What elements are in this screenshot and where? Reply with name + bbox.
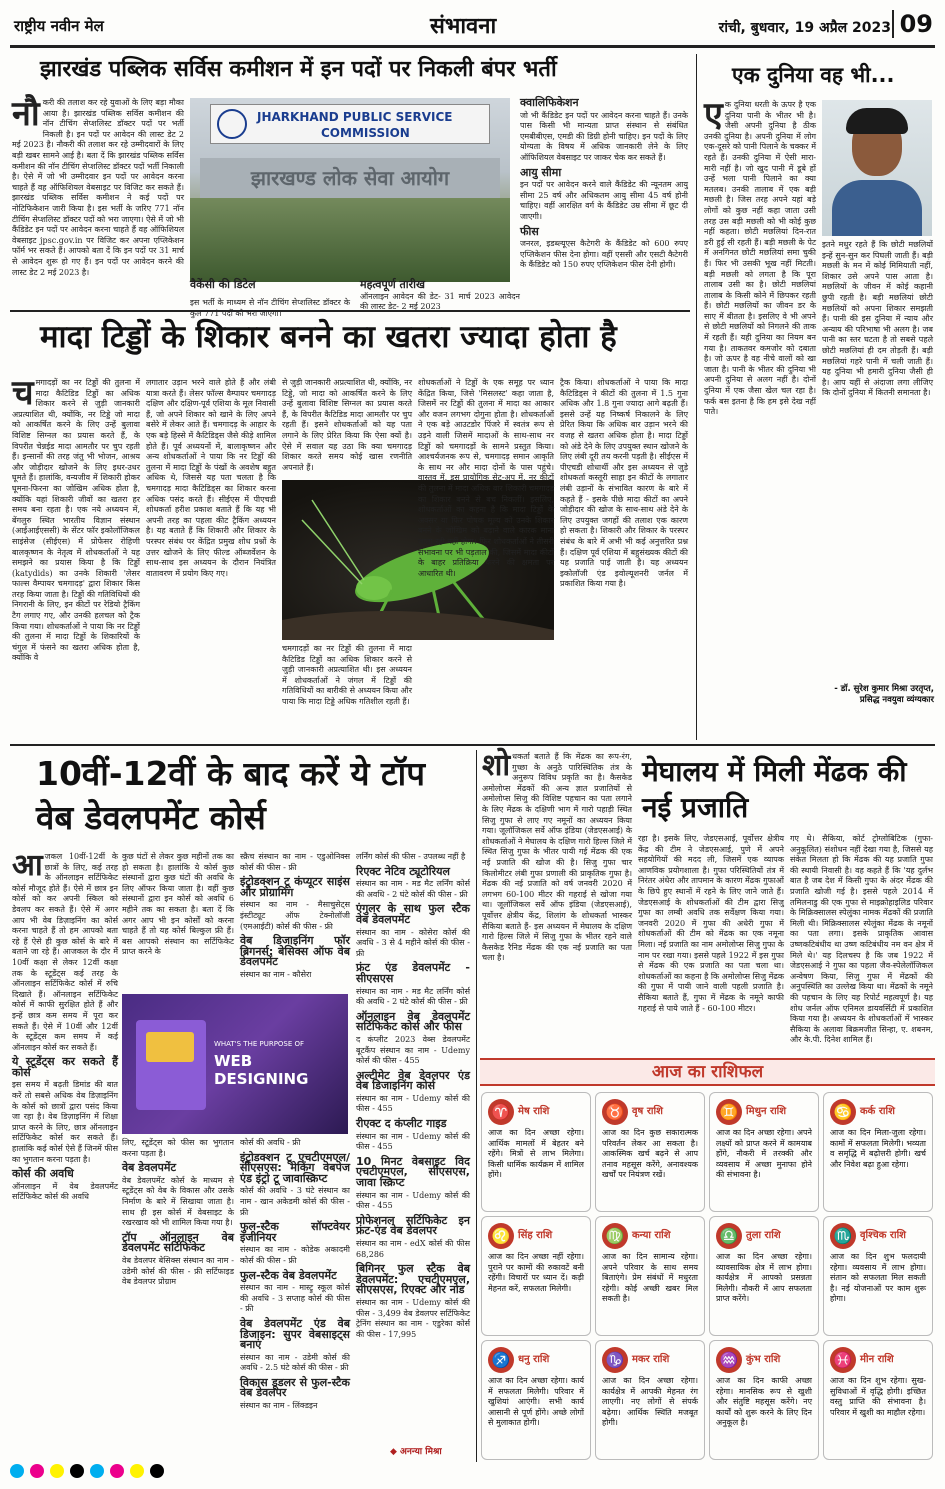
shirt	[832, 180, 922, 236]
zodiac-icon: ♈	[488, 1099, 514, 1125]
rashifal-header	[480, 1058, 935, 1086]
register-mark	[110, 1464, 124, 1478]
meghalaya-col1-text: धकर्ता बताते हैं कि मेंढक का रूप-रंग, गुच्छा के अनुठे पारिस्थितिक तंत्र के अनुरूप विविध प्रकृति का है। कैसकेड अमोलोप्स मेंढकों की अन्य ज्ञात प्रजातियों से अमोलोप्स सिजु की विशिष्ट पहचान का पता लगाने के लिए मेंढक के दक्षिणी भाग में गारो पहाड़ी स्थित सिजु गुफा से लाए गए नमूनों का अध्ययन किया गया। जूलॉजिकल सर्वे ऑफ इंडिया (जेडएसआई) के शोधकर्ताओं ने मेघालय के दक्षिण गारो हिल्स जिले में स्थित सिजु गुफा के भीतर पायी गई मेंढक की एक नई प्रजाति की खोज की है। सिजु गुफा चार किलोमीटर लंबी गुफा प्रणाली की प्राकृतिक गुफा है। मेंढक की नई प्रजाति को वर्ष जनवरी 2020 में लगभग 60-100 मीटर की गहराई से खोजा गया था। जूलॉजिकल सर्वे ऑफ इंडिया (जेडएसआई), पूर्वोत्तर क्षेत्रीय केंद्र, शिलांग के शोधकर्ता भास्कर सैकिया बताते हैं- इस अध्ययन में मेघालय के दक्षिण गारो हिल्स जिले में सिजु गुफा के भीतर रहने वाले कैसकेड रैनिड मेंढक की एक नई प्रजाति का पता चला है।	[482, 752, 632, 963]
web-col2: कुछ घंटों से लेकर कुछ महीनों तक का हो सकता है। हालांकि ये कोर्स कुछ संस्थानों द्वारा कुछ घंटों की अवधि के लिए ऑफर किया जाता है। वहीं कुछ संस्थानों द्वारा इन कोर्स को अवधि 6 महीने तक का सकता है। बता दें कि अगर आप भी इन कोर्सों को करना चाहते हैं तो यह कोर्स बिल्कुल फ्री हैं। बस आपको संस्थान का सर्टिफिकेट प्राप्त करने के	[122, 852, 234, 957]
rashi-text: आज का दिन शुभ फलदायी रहेगा। व्यवसाय में लाभ होगा। संतान को सफलता मिल सकती है। नई योजनाओं पर काम शुरू होगा।	[830, 1252, 926, 1303]
web-col4i-text: संस्थान का नाम - edX कोर्स की फीस 68,286	[356, 1239, 470, 1259]
web-col4b-text: संस्थान का नाम - मड मैट लर्निंग कोर्स की अवधि - 2 घंटे कोर्स की फीस - फ्री	[356, 879, 470, 899]
web-sub-angular: एंगुलर के साथ फुल स्टैक वेब डेवलपमेंट	[356, 902, 470, 926]
web-sub-webdev: वेब डेवलपमेंट	[122, 1161, 177, 1175]
web-sub-edx: प्रोफेशनल सर्टिफिकेट इन फ्रंट-एंड वेब डेवलपर	[356, 1213, 470, 1238]
web-sub-beginner-fullstack: बिगिनर फुल स्टैक वेब डेवलपमेंट: एचटीएमएल, सीएसएस, रिएक्ट और नोड	[356, 1262, 470, 1297]
hair	[846, 108, 908, 134]
tiddi-col1-text: मगादड़ों का नर टिड्डों की तुलना में मादा कैटिडिड टिड्डों का अधिक शिकार करने से जुड़ी जानकारी अप्रत्याशित थी, क्योंकि, नर टिड्डे जो मादा को आकर्षित करने के लिए उन्हें बुलावा विशिष्ट सिग्नल का प्रयास करते हैं, के विपरीत चेन्नईड मादा आमतौर पर चुप रहती हैं। इन्सानों की तरह जंतु भी भोजन, आश्रय और जोड़ीदार खोजने के लिए इधर-उधर घूमते हैं। हालांकि, वन्यजीव में शिकारी होकर घूमना-फिरना का जोखिम अधिक होता है, क्योंकि यहां शिकारी जीवों का खतरा हर समय बना रहता है। एक नये अध्ययन में, बेंगलुरु स्थित भारतीय विज्ञान संस्थान (आईआईएससी) के सेंटर फॉर इकोलॉजिकल साइंसेज (सीईएस) में प्रोफेसर रोहिणी बालकृष्णन के नेतृत्व में शोधकर्ताओं ने यह समझने का प्रयास किया है कि टिड्डों (katydids) का उनके शिकारी 'लेसर फाल्स वैम्पायर चमगादड़' द्वारा शिकार किस तरह किया जाता है। टिड्डों की गतिविधियों की निगरानी के लिए, इन कीटों पर रेडियो ट्रैकिंग टैग लगाए गए, और उनकी हलचल को ट्रैक किया गया। शोधकर्ताओं ने पाया कि नर टिड्डों की तुलना में मादा टिड्डों के शिकारियों के चंगुल में फंसने का खतरा अधिक होता है, क्योंकि वे	[12, 378, 140, 663]
rashi-card	[481, 1092, 591, 1212]
age-title: आयु सीमा	[520, 165, 562, 179]
rashi-card	[823, 1340, 933, 1460]
rashi-name: कर्क राशि	[860, 1106, 895, 1117]
rashifal-title: आज का राशिफल	[651, 1062, 764, 1082]
rashi-text: आज का दिन अच्छा नहीं रहेगा। पुराने पर कामों की रुकावटें बनी रहेंगी। विचारों पर ध्यान दें। कड़ी मेहनत करें, सफलता मिलेगी।	[488, 1252, 584, 1293]
rashi-text: आज का दिन अच्छा रहेगा। कार्य में सफलता मिलेगी। परिवार में खुशियां आएंगी। सभी कार्य आसानी से पूर्ण होंगे। अच्छे लोगों से मुलाकात होगी।	[488, 1376, 584, 1427]
jpsc-building-photo	[190, 98, 510, 282]
jpsc-article	[10, 54, 690, 318]
web-col3f-text: संस्थान का नाम - कोडेक अकादमी कोर्स की फीस - फ्री	[240, 1245, 350, 1265]
rashi-card	[595, 1092, 705, 1212]
rashi-name: मेष राशि	[518, 1106, 550, 1117]
web-sub-beginners: वेब डिजाइनिंग फॉर ब्रिगनर्स: बेसिक्स ऑफ वेब डेवलपमेंट	[240, 934, 350, 969]
building-sign: झारखण्ड लोक सेवा आयोग	[200, 158, 500, 198]
vacancy-text: इस भर्ती के माध्यम से नॉन टीचिंग सेप्शलिस्ट डॉक्टर के कुल 771 पदों को भरा जाएगा।	[190, 298, 350, 318]
rashi-name: मकर राशि	[632, 1354, 670, 1365]
rashi-name: वृष राशि	[632, 1106, 663, 1117]
author-photo	[822, 100, 932, 236]
tiddi-col1	[12, 373, 140, 736]
rashi-text: आज का दिन अच्छा रहेगा। अपने लक्ष्यों को प्राप्त करने में कामयाब होंगे, नौकरी में तरक्की और व्यवसाय में अच्छा मुनाफा होने की संभावना है।	[716, 1128, 812, 1179]
web-sub-online-fees: ऑनलाइन वेब डेवलपमेंट सर्टिफिकेट कोर्स और फीस	[356, 1009, 470, 1034]
zodiac-icon: ♍	[602, 1223, 628, 1249]
drop-cap: शो	[482, 748, 511, 783]
qualification-title: क्वालिफिकेशन	[520, 96, 579, 109]
zodiac-icon: ♉	[602, 1099, 628, 1125]
rashi-card	[709, 1092, 819, 1212]
web-col4c-text: संस्थान का नाम - कोसेरा कोर्स की अवधि - 3 से 4 महीने कोर्स की फीस - फ्री	[356, 927, 470, 958]
web-col3-top	[240, 852, 350, 992]
meghalaya-headline: मेघालय में मिली मेंढक की नई प्रजाति	[642, 755, 907, 824]
zodiac-icon: ♑	[602, 1347, 628, 1373]
rashi-text: आज का दिन अच्छा रहेगा। कार्यक्षेत्र में आपकी मेहनत रंग लाएगी। नए लोगों से संपर्क बढ़ेगा। आर्थिक स्थिति मजबूत होगी।	[602, 1376, 698, 1427]
drop-cap: आ	[12, 848, 43, 883]
web-col2c-text: वेब डेवलपमेंट कोर्स के माध्यम से स्टूडेंट्स को वेब के विकास और उसके निर्माण के बारे में सिखाया जाता है। साथ ही इस कोर्स में वेबसाइट के रखरखाव को भी शामिल किया गया है।	[122, 1175, 234, 1228]
jpsc-intro	[12, 94, 184, 306]
rashi-text: आज का दिन शुभ रहेगा। सुख-सुविधाओं में वृद्धि होगी। इच्छित वस्तु प्राप्ति की संभावना है। परिवार में खुशी का माहौल रहेगा।	[830, 1376, 926, 1417]
meghalaya-article	[480, 750, 935, 1056]
drop-cap: नौ	[12, 94, 40, 134]
rashi-name: सिंह राशि	[518, 1230, 553, 1241]
paper-name: राष्ट्रीय नवीन मेल	[14, 17, 104, 35]
rashi-name: मीन राशि	[860, 1354, 894, 1365]
dates-block	[360, 280, 520, 312]
web-col3d-text: कोर्स की अवधि - फ्री	[240, 1138, 301, 1147]
zodiac-icon: ♒	[716, 1347, 742, 1373]
web-col4j-text: संस्थान का नाम - Udemy कोर्स की फीस - 3,499 वेब डेवलपर सर्टिफिकेट ट्रेनिंग संस्थान का नाम - एडुरेका कोर्स की फीस - 17,995	[356, 1297, 470, 1339]
web-sub-react-guide: रीएक्ट द कंप्लीट गाइड	[356, 1117, 447, 1131]
jpsc-right-col	[520, 98, 688, 308]
rashi-name: धनु राशि	[518, 1354, 550, 1365]
web-sub-super-websites: वेब डेवलपमेंट एंड वेब डिजाइन: सुपर वेबसाइट्स बनाएं	[240, 1316, 350, 1352]
zodiac-icon: ♋	[830, 1099, 856, 1125]
web-col4e-text: द कंप्लीट 2023 वेब्स डेवलपमेंट बूटकैंप संस्थान का नाम - Udemy कोर्स की फीस - 455	[356, 1034, 470, 1066]
web-col4f-text: संस्थान का नाम - Udemy कोर्स की फीस - 455	[356, 1093, 470, 1114]
web-col1-text: जकल 10वीं-12वीं के छात्रों के लिए, कई तरह के ऑनलाइन सर्टिफिकेट कोर्स मौजूद होते हैं। ऐसे में छात्र इन कोर्स को कर अपनी स्किल को डेवलप कर सकते हैं। ऐसे में अगर आप भी वेब डिज़ाइनिंग का कोर्स करना चाहते हैं तो हम आपको बता रहे हैं ऐसे ही कुछ कोर्स के बारे में बताने जा रहे हैं। आजकल के दौर में 10वीं कक्षा से लेकर 12वीं कक्षा तक के स्टूडेंट्स कई तरह के ऑनलाइन सर्टिफिकेट कोर्स में रुचि दिखाते हैं। ऑनलाइन सर्टिफिकेट कोर्स में काफी सुरक्षित होते हैं और इन्हें छात्र कम समय में पूरा कर सकते हैं। ऐसे में 10वीं और 12वीं के स्टूडेंट्स कम समय में कई ऑनलाइन कोर्स कर सकते हैं।	[12, 852, 118, 1052]
zodiac-icon: ♐	[488, 1347, 514, 1373]
rashi-card	[709, 1216, 819, 1336]
rashi-name: तुला राशि	[746, 1230, 781, 1241]
rashi-name: कुंभ राशि	[746, 1354, 781, 1365]
rashi-header	[602, 1223, 698, 1249]
column-rule	[696, 54, 697, 740]
rashi-text: आज का दिन अच्छा रहेगा। आर्थिक मामलों में बेहतर बने रहेंगे। मित्रों से लाभ मिलेगा। किसी धार्मिक कार्यक्रम में शामिल होंगे।	[488, 1128, 584, 1179]
zodiac-icon: ♓	[830, 1347, 856, 1373]
web-sub-html: इंट्रोडक्शन टू एचटीएमएल/सीएसएस: मेकिंग वेबपेज एंड इंट्रो टू जावास्क्रिप्ट	[240, 1150, 350, 1185]
rashi-header	[830, 1223, 926, 1249]
duniya-col1	[704, 95, 816, 730]
rashi-card	[481, 1216, 591, 1336]
web-col3c-text: संस्थान का नाम - कौसेरा	[240, 969, 312, 979]
rashi-text: आज का दिन अच्छा रहेगा। व्यावसायिक क्षेत्र में लाभ होगा। कार्यक्षेत्र में आपको प्रसन्नता मिलेगी। नौकरी में आप सफलता प्राप्त करेंगे।	[716, 1252, 812, 1303]
page-number: 09	[892, 10, 933, 38]
meghalaya-col2: रहा है। इसके लिए, जेडएसआई, पूर्वोत्तर क्षेत्रीय केंद्र की टीम ने जेडएसआई, पुणे में अपने सहयोगियों की मदद ली, जिसमें एक व्यापक आणविक प्रयोगशाला है। गुफा परिस्थितियों तंत्र में निरंतर अंधेरा और तापमान के कारण मेंढक गुफाओं के छिपे हुए स्थानों में रहने के लिए जाने जाते हैं। जेडएसआई के शोधकर्ताओं की टीम द्वारा सिजु गुफा का लम्बी अवधि तक सर्वेक्षण किया गया। जनवरी 2020 में गुफा की अधेरी गुफा में शोधकर्ताओं की टीम को मेंढक का एक नमूना मिला। नई प्रजाति का नाम अमोलोप्स सिजु गुफा के नाम पर रखा गया। इससे पहले 1922 में इस गुफा से मेंढक की एक प्रजाति का पता चला था। शोधकर्ताओं का कहना है कि अमोलोप्स सिजु मेंढक की गुफा में पायी जाने वाली पहली प्रजाति है। सैकिया बताते हैं, गुफा में मेंढक के नमूने काफी गहराई से पाये जाते हैं - 60-100 मीटर।	[638, 834, 784, 1013]
web-col3g-text: संस्थान का नाम - मास्ट्रु स्कूल कोर्स की अवधि - 3 सप्ताह कोर्स की फीस - फ्री	[240, 1283, 350, 1314]
tiddi-article	[10, 318, 690, 740]
web-sub-duration: कोर्स की अवधि	[12, 1167, 74, 1181]
rashi-name: मिथुन राशि	[746, 1106, 787, 1117]
web-design-banner	[122, 994, 348, 1134]
web-col3h-text: संस्थान का नाम - उडेमी कोर्स की अवधि - 2.5 घंटे कोर्स की फीस - फ्री	[240, 1352, 350, 1373]
web-article	[10, 750, 472, 1462]
web-col1c-text: ऑनलाइन में वेब डेवलपमेंट सर्टिफिकेट कोर्स की अवधि	[12, 1181, 118, 1202]
rashi-header	[602, 1099, 698, 1125]
rashi-name: वृश्चिक राशि	[860, 1230, 906, 1241]
jpsc-logo-line1: JHARKHAND PUBLIC SERVICE	[257, 110, 453, 124]
print-register-marks	[10, 1463, 935, 1479]
fee-title: फीस	[520, 224, 539, 238]
drop-cap: ए	[704, 95, 723, 135]
duniya-text: क दुनिया धरती के ऊपर है एक दुनिया पानी के भीतर भी है। जैसी अपनी दुनिया है ठीक उनकी दुनिया है। अपनी दुनिया में लोग एक-दूसरे को पानी पिलाने के चक्कर में रहते हैं। उनकी दुनिया में ऐसी मारा-मारी नहीं है। जो खुद पानी में डूबे हों उन्हें भला पानी पिलाने का क्या मतलब। उनकी तालाब में एक बड़ी मछली है। जिस तरह अपने यहां बड़े लोगों को कुछ नहीं कहा जाता उसी तरह उस बड़ी मछली को भी कोई कुछ नहीं कहता। छोटी मछलियां दिन-रात डरी हुई सी रहती हैं। बड़ी मछली के पेट में अनगिनत छोटी मछलियां समा चुकी हैं। फिर भी उसकी भूख नहीं मिटती। बड़ी मछली को लगता है कि पूरा तालाब उसी का है। छोटी मछलियां तालाब के किसी कोने में छिपकर रहती हैं। छोटी मछलियों का जीवन डर के साए में बीतता है। इसलिए वे भी अपने से छोटी मछलियों को निगलने की ताक में रहती हैं। यही दुनिया का नियम बन गया है। ताकतवर कमजोर को दबाता है। जो ऊपर है वह नीचे वालों को खा जाता है। पानी के भीतर की दुनिया भी अपनी दुनिया से अलग नहीं है। दोनों दुनिया में एक जैसा खेल चल रहा है। फर्क बस इतना है कि हम इसे देख नहीं पाते।	[704, 100, 816, 417]
duniya-col2: इतने मधुर रहते हैं कि छोटी मछलियों इन्हें सुन-सुन कर पिघली जाती हैं। बड़ी मछली के मन में कोई मिमियाती नहीं, शिकार उसे अपने पास आता है। मछलियों के जीवन में कोई कहानी छुपी रहती है। बड़ी मछलियां छोटी मछलियों को अपना शिकार समझती हैं। पानी की इस दुनिया में न्याय और अन्याय की परिभाषा भी अलग है। जब पानी का स्तर घटता है तो सबसे पहले छोटी मछलियां ही दम तोड़ती हैं। बड़ी मछलियां गहरे पानी में चली जाती हैं। यह दुनिया भी हमारी दुनिया जैसी ही है। आप यहीं से अंदाजा लगा लीजिए कि दोनों दुनिया में कितनी समानता है।	[822, 240, 933, 398]
zodiac-icon: ♊	[716, 1099, 742, 1125]
web-col4d-text: संस्थान का नाम - मड मैट लर्निंग कोर्स की अवधि - 2 घंटे कोर्स की फीस - फ्री	[356, 986, 470, 1007]
web-sub-10min: 10 मिनट वेबसाइट विद एचटीएमएल, सीएसएस, जावा स्क्रिप्ट	[356, 1154, 470, 1190]
illustration-screen	[146, 1032, 194, 1062]
rashi-name: कन्या राशि	[632, 1230, 671, 1241]
web-col3e-text: कोर्स की अवधि - 3 घंटे संस्थान का नाम - खान अकेडमी कोर्स की फीस - फ्री	[240, 1186, 350, 1217]
vacancy-title: वैकेंसी की डिटेल	[190, 278, 256, 291]
register-mark	[150, 1464, 164, 1478]
web-col4h-text: संस्थान का नाम - Udemy कोर्स की फीस - 455	[356, 1190, 470, 1211]
age-text: इन पदों पर आवेदन करने वाले कैंडिडेट की न्यूनतम आयु सीमा 25 वर्ष और अधिकतम आयु सीमा 45 वर्ष होनी चाहिए। वहीं आरक्षित वर्ग के कैंडिडेट उम्र सीमा में छूट दी जाएगी।	[520, 180, 688, 221]
banner-big-text: WEB DESIGNING	[214, 1052, 309, 1088]
rashi-header	[602, 1347, 698, 1373]
web-headline: 10वीं-12वीं के बाद करें ये टॉप वेब डेवलपमेंट कोर्स	[36, 754, 425, 837]
web-sub-frontend-css: फ्रंट एंड डेवलपमेंट - सीएसएस	[356, 961, 470, 985]
rashifal-section	[480, 1058, 935, 1462]
web-col3-text: स्क्रैच संस्थान का नाम - एडुओनिक्स कोर्स की फीस - फ्री	[240, 852, 350, 872]
zodiac-icon: ♎	[716, 1223, 742, 1249]
web-col3-bottom	[240, 1138, 350, 1458]
web-byline: ◆ अनन्या मिश्रा	[390, 1447, 442, 1457]
register-mark	[10, 1464, 24, 1478]
zodiac-icon: ♏	[830, 1223, 856, 1249]
web-sub-cs: इंट्रोडक्शन टू कंप्यूटर साइंस और प्रोग्रामिंग	[240, 875, 350, 899]
jpsc-logo-board	[210, 104, 490, 144]
jpsc-intro-text: करी की तलाश कर रहे युवाओं के लिए बड़ा मौका आया है। झारखंड पब्लिक सर्विस कमीशन की नॉन टीचिंग सेप्शलिस्ट डॉक्टर पदों पर भर्ती निकली है। इन पदों पर आवेदन की लास्ट डेट 2 मई 2023 है। नौकरी की तलाश कर रहे उम्मीदवारों के लिए बड़ी खबर सामने आई है। बता दें कि झारखंड पब्लिक सर्विस कमीशन की नॉन टीचिंग सेप्शलिस्ट डॉक्टर पदों भर्ती निकाली है। ऐसे में जो भी उम्मीदवार इन पदों पर आवेदन करना चाहते हैं वह ऑफिशियल वेबसाइट पर विजिट कर सकते हैं। झारखंड पब्लिक सर्विस कमीशन ने कई पदों पर नोटिफिकेशन जारी किया है। इस भर्ती के जरिए 771 नॉन टीचिंग सेप्शलिस्ट डॉक्टर पदों को भरा जाएगा। ऐसे में जो भी कैंडिडेट इन पदों पर आवेदन करना चाहते हैं वह ऑफिशियल वेबसाइट jpsc.gov.in पर विजिट कर अपना एप्लिकेशन फॉर्म भर सकते हैं। आपको बता दें कि इन पदों पर 31 मार्च से आवेदन शुरू हो गए हैं। इन पदों पर आवेदन करने की लास्ट डेट 2 मई 2023 है।	[12, 98, 184, 277]
dates-title: महत्वपूर्ण तारीख	[360, 278, 425, 291]
rashi-card	[595, 1216, 705, 1336]
rashi-header	[488, 1223, 584, 1249]
tiddi-col3: से जुड़ी जानकारी अप्रत्याशित थी, क्योंकि, नर टिड्डे, जो मादा को आकर्षित करने के लिए उन्हें बुलावा विशिष्ट सिग्नल का प्रयास करते हैं, के विपरीत कैटिडिड मादा आमतौर पर चुप रहती हैं। इसने शोधकर्ताओं को यह पता लगाने के लिए प्रेरित किया कि ऐसा क्यों है। ऐसे में सवाल यह उठा कि क्या चमगादड़ शिकार करते समय कोई खास रणनीति अपनाते हैं।	[282, 378, 412, 472]
rashi-card	[823, 1092, 933, 1212]
register-mark	[130, 1464, 144, 1478]
rashi-header	[830, 1099, 926, 1125]
web-col3i-text: संस्थान का नाम - लिंक्डइन	[240, 1401, 318, 1411]
web-col1	[12, 848, 118, 1458]
web-col2d-text: वेब डेवलपर बेसिक्स संस्थान का नाम - उडेमी कोर्स की फीस - फ्री सर्टिफाइड वेब डेवलपर प्रोग्राम	[122, 1255, 234, 1287]
register-mark	[70, 1464, 84, 1478]
tiddi-col5: ट्रैक किया। शोधकर्ताओं ने पाया कि मादा कैटिडिड्स ने कीटों की तुलना में 1.5 गुना अधिक और 1.8 गुना ज्यादा आगे बढ़ती हैं। इससे उन्हें यह निष्कर्ष निकालने के लिए प्रेरित किया कि अधिक बार उड़ान भरने की वजह से खतरा अधिक होता है। मादा टिड्डों को अंडे देने के लिए उपयुक्त स्थान खोजने के लिए लंबी दूरी तय करनी पड़ती है। सीईएस में पीएचडी शोधार्थी और इस अध्ययन से जुड़े शोधकर्ता कस्तूरी साहा इन कीटों के लगातार लंबी उड़ानों के संभावित कारण के बारे में कहते हैं - इसके पीछे मादा कीटों का अपने जोड़ीदार की खोज के साथ-साथ अंडे देने के लिए उपयुक्त जगहों की तलाश एक कारण हो सकता है। शिकारी और शिकार के परस्पर संबंध के बारे में अभी भी कई अनुत्तरित प्रश्न हैं। दक्षिण पूर्व एशिया में बहुसंख्यक कीटों की यह प्रजाति पाई जाती है। यह अध्ययन इकोलॉजी एंड इवोल्यूशनरी जर्नल में प्रकाशित किया गया है।	[560, 378, 688, 589]
zodiac-icon: ♌	[488, 1223, 514, 1249]
web-sub-top-certificate: टॉप ऑनलाइन वेब डेवलपमेंट सर्टिफिकेट	[122, 1230, 234, 1255]
meghalaya-col1	[482, 748, 632, 1052]
web-col3b-text: संस्थान का नाम - मैसाचुसेट्स इंस्टीट्यूट ऑफ टेक्नोलॉजी (एमआईटी) कोर्स की फीस - फ्री	[240, 900, 350, 931]
rashi-text: आज का दिन सामान्य रहेगा। अपने परिवार के साथ समय बिताएंगे। प्रेम संबंधों में मधुरता रहेगी। कोई अच्छी खबर मिल सकती है।	[602, 1252, 698, 1303]
masthead	[10, 6, 935, 48]
tiddi-col4: शोधकर्ताओं ने टिड्डों के एक समूह पर ध्यान केंद्रित किया, जिसे 'मिसलस्ट' कहा जाता है, जिसमें नर टिड्डों की तुलना में मादा का आकार और वजन लगभग दोगुना होता है। शोधकर्ताओं ने एक बड़े आउटडोर पिंजरे में स्वतंत्र रूप से उड़ने वाली जिसमें मादाओं के साथ-साथ नर टिड्डों को चमगादड़ों के सामने प्रस्तुत किया। आश्चर्यजनक रूप से, चमगादड़ समान आकृति के साथ नर और मादा दोनों के पास पहुंचे। वास्तव में, इस प्रायोगिक सेट-अप में, नर कीटों की तुलना में मादा अधिक बार शिकारी चमगादड़ का शिकार बनने से बच निकलीं। इसलिए, शोधकर्ताओं का कहना है कि मादा टिड्डों के अक्सर या फिर पोषक मूल्य को उनके शिकार बनने के जोखिम को बढ़ाने वाले कारक माना जाता रही नहीं होगा। फिर शोधकर्ताओं ने तीसरी संभावना पर भी पड़ताल की, जिसमें मादा कीटों के बाहर प्रतिक्रिया करने की क्षमता पर आधारित थी।	[418, 378, 554, 578]
jpsc-emblem-icon	[217, 109, 247, 139]
rashi-header	[488, 1099, 584, 1125]
trees	[190, 198, 510, 282]
tiddi-col2: लगातार उड़ान भरने वाले होते हैं और लंबी यात्रा करते हैं। लेसर फॉल्स वैम्पायर चमगादड़ दक्षिण और दक्षिण-पूर्व एशिया के मूल निवासी हैं, जो अपने शिकार को खाने के लिए अपने बसेरे में लेकर आते हैं। चमगादड़ के आहार के एक बड़े हिस्से में कैटिडिड्स जैसे कीड़े शामिल होते हैं। पूर्व अध्ययनों में, बालाकृष्णन और अन्य शोधकर्ताओं ने पाया कि नर टिड्डों की तुलना में मादा टिड्डों के पंखों के अवशेष बहुत अधिक थे, जिससे यह पता चलता है कि चमगादड़ मादा कैटिडिड्स का शिकार करना अधिक पसंद करते हैं। सीईएस में पीएचडी शोधकर्ता हरीश प्रकाश बताते हैं कि यह भी अपनी तरह का पहला कीट ट्रैकिंग अध्ययन है। यह बताते हैं कि शिकारी और शिकार के परस्पर संबंध पर केंद्रित प्रमुख शोध प्रश्नों के उत्तर खोजने के लिए फील्ड ऑब्जर्वेशन के साथ-साथ इस अध्ययन के दौरान नियंत्रित वातावरण में प्रयोग किए गए।	[146, 378, 276, 578]
rashi-header	[830, 1347, 926, 1373]
tiddi-headline: मादा टिड्डों के शिकार बनने का खतरा ज्यादा होता है	[40, 319, 617, 355]
rashi-text: आज का दिन कुछ सकारात्मक परिवर्तन लेकर आ सकता है। आकस्मिक खर्च बढ़ने से आप तनाव महसूस करेंगे, अनावश्यक खर्चों पर नियंत्रण रखें।	[602, 1128, 698, 1179]
jpsc-logo-line2: COMMISSION	[321, 126, 410, 140]
rashi-header	[716, 1347, 812, 1373]
section-title: संभावना	[430, 13, 497, 39]
register-mark	[50, 1464, 64, 1478]
rashi-header	[716, 1099, 812, 1125]
web-col4g-text: संस्थान का नाम - Udemy कोर्स की फीस - 455	[356, 1131, 470, 1152]
tiddi-col3b: चमगादड़ों का नर टिड्डों की तुलना में मादा कैटिडिड टिड्डों का अधिक शिकार करने से जुड़ी जानकारी अप्रत्याशित थी। इस अध्ययन में शोधकर्ताओं ने जंगल में टिड्डों की गतिविधियों का बारीकी से अध्ययन किया और पाया कि मादा टिड्डे अधिक गतिशील रहती हैं।	[282, 644, 412, 706]
drop-cap: च	[12, 373, 34, 413]
fee-text: जनरल, इडब्ल्यूएस कैटेगरी के कैंडिडेट को 600 रुपए एप्लिकेशन फीस देना होगा। वहीं एससी और एसटी कैटेगरी के कैंडिडेट को 150 रुपए एप्लिकेशन फीस देनी होगी।	[520, 239, 688, 270]
duniya-article	[702, 54, 935, 740]
web-col4	[356, 852, 470, 1442]
web-sub-students: ये स्टूडेंट्स कर सकते हैं कोर्स	[12, 1055, 118, 1079]
rashi-card	[709, 1340, 819, 1460]
web-col2b-text: लिए, स्टूडेंट्स को फीस का भुगतान करना पड़ता है।	[122, 1138, 234, 1158]
section-rule	[10, 744, 935, 746]
web-col1b-text: इस समय में बढ़ती डिमांड की बात करें तो सबसे अधिक वेब डिज़ाइनिंग के कोर्स को छात्रों द्वारा पसंद किया जा रहा है। वेब डिज़ाइनिंग में शिक्षा प्राप्त करने के लिए, छात्र ऑनलाइन सर्टिफिकेट कोर्स कर सकते हैं। हालांकि कई कोर्स ऐसे हैं जिनमें फीस का भुगतान करना पड़ता है।	[12, 1080, 118, 1164]
web-col2b	[122, 1138, 234, 1458]
duniya-headline: एक दुनिया वह भी...	[732, 63, 895, 87]
dates-text: ऑनलाइन आवेदन की डेट- 31 मार्च 2023 आवेदन की लास्ट डेट- 2 मई 2023	[360, 291, 520, 312]
meghalaya-col3: गए थे। सैकिया, कोर्ट ट्रोग्लोबिटिक (गुफा-अनुकूलित) संशोधन नहीं देखा गया है, जिससे यह संकेत मिलता हो कि मेंढक की यह प्रजाति गुफा की स्थायी निवासी है। वह कहते हैं कि 'यह दुर्लभ बात है जब देश में किसी गुफा के अंदर मेंढक की प्रजाति खोजी गई है। इससे पहले 2014 में तमिलनाडु की एक गुफा से माइक्रोहाइलिड परिवार के मिक्रिक्सालस स्पेलुंका नामक मेंढकों की प्रजाति मिली थी। मिक्रिक्सालस स्पेलुंका मेंढक के नमूनों का पता लगा। इसके प्राकृतिक आवास उष्णकटिबंधीय था उष्ण कटिबंधीय नम वन क्षेत्र में मिले थे।' यह दिलचस्प है कि जब 1922 में जेडएसआई ने गुफा का पहला जैव-स्पेलेलॉजिकल अन्वेषण किया, सिजु गुफा में मेंढकों की अनुपस्थिति का उल्लेख किया था। मेंढकों के नमूने की पहचान के लिए यह रिपोर्ट महत्वपूर्ण है। यह शोध जर्नल ऑफ एनिमल डायवर्सिटी में प्रकाशित किया गया है। अध्ययन के शोधकर्ताओं में भास्कर सैकिया के अलावा बिक्रमजीत सिन्हा, ए. शबनम, और के.पी. दिनेश शामिल हैं।	[790, 834, 933, 1045]
rashi-card	[481, 1340, 591, 1460]
qualification-text: जो भी कैंडिडेट इन पदों पर आवेदन करना चाहते हैं। उनके पास किसी भी मान्यता प्राप्त संस्थान से संबंधित एमबीबीएस, एमडी की डिग्री होनी चाहिए। इन पदों के लिए योग्यता के विषय में अधिक जानकारी लेने के लिए ऑफिशियल वेबसाइट पर जाकर चेक कर सकते हैं।	[520, 110, 688, 162]
register-mark	[30, 1464, 44, 1478]
web-sub-react-native: रिएक्ट नेटिव ट्यूटोरियल	[356, 864, 450, 878]
rashi-card	[823, 1216, 933, 1336]
rashi-text: आज का दिन मिला-जुला रहेगा। कामों में सफलता मिलेगी। भव्यता व समृद्धि में बढ़ोत्तरी होगी। खर्च और निवेश बढ़ा हुआ रहेगा।	[830, 1128, 926, 1169]
rashi-text: आज का दिन काफी अच्छा रहेगा। मानसिक रूप से खुशी और संतुष्टि महसूस करेंगे। नए कार्यों को शुरू करने के लिए दिन अनुकूल है।	[716, 1376, 812, 1427]
column-rule-2	[476, 750, 477, 1462]
rashi-card	[595, 1340, 705, 1460]
duniya-author: - डॉ. सुरेश कुमार मिश्रा उरतृप्त, प्रसिद्ध नवयुवा व्यंग्यकार	[834, 684, 934, 705]
web-sub-fullstack-engineer: फुल-स्टैक सॉफ्टवेयर इंजीनियर	[240, 1220, 350, 1244]
rashi-header	[488, 1347, 584, 1373]
jpsc-headline: झारखंड पब्लिक सर्विस कमीशन में इन पदों पर निकली बंपर भर्ती	[40, 57, 557, 82]
web-col4-text: लर्निंग कोर्स की फीस - उपलब्ध नहीं है	[356, 852, 466, 861]
banner-small-text: WHAT'S THE PURPOSE OF	[214, 1040, 305, 1048]
issue-date: रांची, बुधवार, 19 अप्रैल 2023	[718, 20, 891, 36]
web-sub-fullstack: फुल-स्टैक वेब डेवलपमेंट	[240, 1268, 337, 1282]
register-mark	[90, 1464, 104, 1478]
web-sub-ultimate: अल्टीमेट वेब डेवलपर एंड वेब डिजाइनिंग कोर्स	[356, 1068, 470, 1093]
rashi-header	[716, 1223, 812, 1249]
web-sub-doodler: विकास डूडलर से फुल-स्टैक वेब डेवलपर	[240, 1375, 350, 1400]
